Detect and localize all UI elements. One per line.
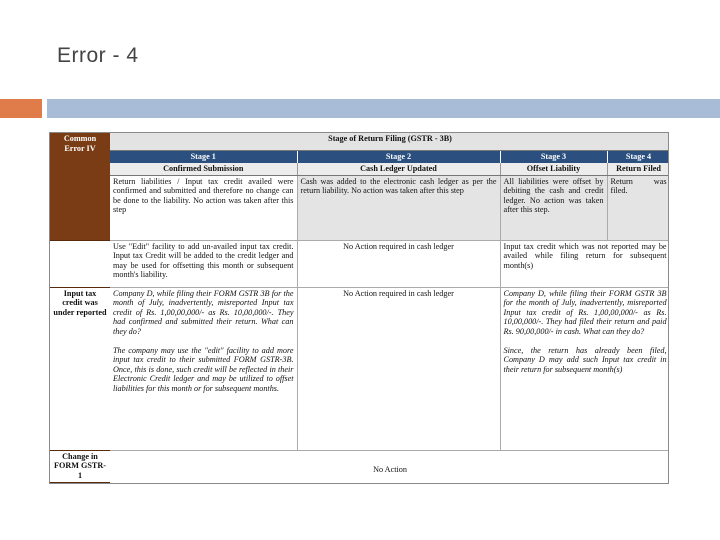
- row2-stage2: No Action required in cash ledger: [297, 240, 500, 287]
- row3-stage1-question: Company D, while filing their FORM GSTR 3B for the month of July, inadvertently, misreported Input tax credit of Rs. 1,00,00,000/- as Rs. 10,00,000/-. They had confirmed and submitted their return. What can they do?: [113, 288, 294, 336]
- row1-stage3: All liabilities were offset by debiting the cash and credit ledger. No action was taken after this step.: [500, 175, 607, 240]
- side-label-itc-under-reported: Input tax credit was under reported: [50, 287, 110, 450]
- row2-stage34: Input tax credit which was not reported may be availed while filing return for subsequent month(s): [500, 240, 669, 287]
- stage-2-header: Stage 2: [297, 150, 500, 163]
- row2-stage1: Use "Edit" facility to add un-availed input tax credit. Input tax Credit will be added to the credit ledger and may be used for offsetting this month or subsequent month's liability.: [110, 240, 297, 287]
- side-label-blank: [50, 240, 110, 287]
- stage-1-name: Confirmed Submission: [110, 163, 297, 175]
- stage-3-header: Stage 3: [500, 150, 607, 163]
- stage-2-name: Cash Ledger Updated: [297, 163, 500, 175]
- row1-stage2: Cash was added to the electronic cash ledger as per the return liability. No action was taken after this step: [297, 175, 500, 240]
- stage-4-name: Return Filed: [607, 163, 669, 175]
- slide-title: Error - 4: [57, 44, 139, 67]
- stage-3-name: Offset Liability: [500, 163, 607, 175]
- return-filing-table: [50, 133, 669, 483]
- row1-stage1: Return liabilities / Input tax credit availed were confirmed and submitted and therefore no change can be done to the liability. No action was taken after this step: [110, 175, 297, 240]
- main-header: Stage of Return Filing (GSTR - 3B): [110, 133, 669, 150]
- row3-stage1-answer: The company may use the "edit" facility to add more input tax credit to their submitted FORM GSTR-3B. Once, this is done, such credit will be reflected in their Electronic Credit ledger and may be utilized to offset liabilities for this month or for subsequent months.: [113, 345, 294, 393]
- document-image: [49, 132, 669, 484]
- accent-bar-orange: [0, 99, 42, 118]
- side-label-common-error: Common Error IV: [50, 133, 110, 240]
- stage-4-header: Stage 4: [607, 150, 669, 163]
- row1-stage4: Return was filed.: [607, 175, 669, 240]
- row3-stage34: [500, 287, 669, 450]
- row3-stage1: [110, 287, 297, 450]
- row4-no-action: No Action: [373, 465, 407, 475]
- stage-1-header: Stage 1: [110, 150, 297, 163]
- row3-stage2: No Action required in cash ledger: [297, 287, 500, 450]
- row3-stage34-question: Company D, while filing their FORM GSTR 3B for the month of July, inadvertently, misreported Input tax credit of Rs. 1,00,00,000/- as Rs. 10,00,000/-. They had filed their return and paid Rs. 90,00,000/- in cash. What can they do?: [503, 288, 667, 336]
- accent-bar-blue: [47, 99, 720, 118]
- row3-stage34-answer: Since, the return has already been filed, Company D may add such Input tax credit in their return for subsequent month(s): [503, 345, 667, 374]
- side-label-gstr1: Change in FORM GSTR-1: [50, 450, 110, 482]
